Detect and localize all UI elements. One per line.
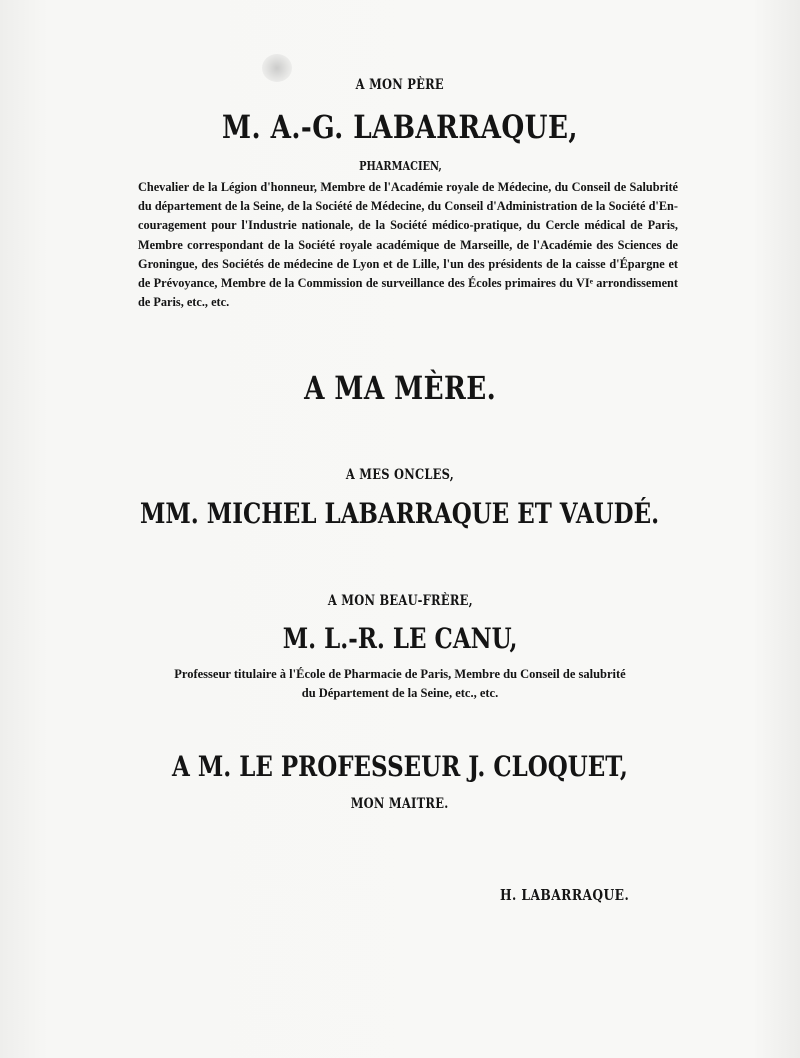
father-title-line: Membre correspondant de la Société royale académique de Marseille, de l'Académie des Sciences de <box>138 237 678 252</box>
father-title-line: Groningue, des Sociétés de médecine de Lyon et de Lille, l'un des présidents de la caisse d'Épargne et <box>138 256 678 271</box>
mother-heading: A MA MÈRE. <box>303 369 497 407</box>
father-title-line: Chevalier de la Légion d'honneur, Membre de l'Académie royale de Médecine, du Conseil de Salubrité <box>138 180 678 194</box>
father-titles <box>138 178 678 312</box>
father-name: M. A.-G. LABARRAQUE, <box>222 108 578 146</box>
signature: H. LABARRAQUE. <box>500 886 630 904</box>
father-heading: A MON PÈRE <box>355 77 445 93</box>
uncles-names: MM. MICHEL LABARRAQUE ET VAUDÉ. <box>140 497 660 530</box>
father-profession: PHARMACIEN, <box>358 159 442 173</box>
uncles-heading: A MES ONCLES, <box>345 467 455 483</box>
professor-name: A M. LE PROFESSEUR J. CLOQUET, <box>172 750 628 783</box>
professor-subtitle: MON MAITRE. <box>351 796 449 812</box>
brother-in-law-heading: A MON BEAU-FRÈRE, <box>327 593 473 609</box>
father-title-line: de Prévoyance, Membre de la Commission de surveillance des Écoles primaires du VIᵉ arrondissement <box>138 276 678 291</box>
father-title-line: du département de la Seine, de la Société de Médecine, du Conseil d'Administration de la Société d'En- <box>138 199 678 214</box>
brother-in-law-title-line: du Département de la Seine, etc., etc. <box>301 686 499 700</box>
brother-in-law-name: M. L.-R. LE CANU, <box>282 622 518 655</box>
brother-in-law-title-line: Professeur titulaire à l'École de Pharmacie de Paris, Membre du Conseil de salubrité <box>174 667 626 681</box>
father-title-line: de Paris, etc., etc. <box>138 295 230 310</box>
brother-in-law-titles <box>0 665 800 703</box>
father-title-line: couragement pour l'Industrie nationale, de la Société médico-pratique, du Cercle médical de Paris, <box>138 218 678 233</box>
